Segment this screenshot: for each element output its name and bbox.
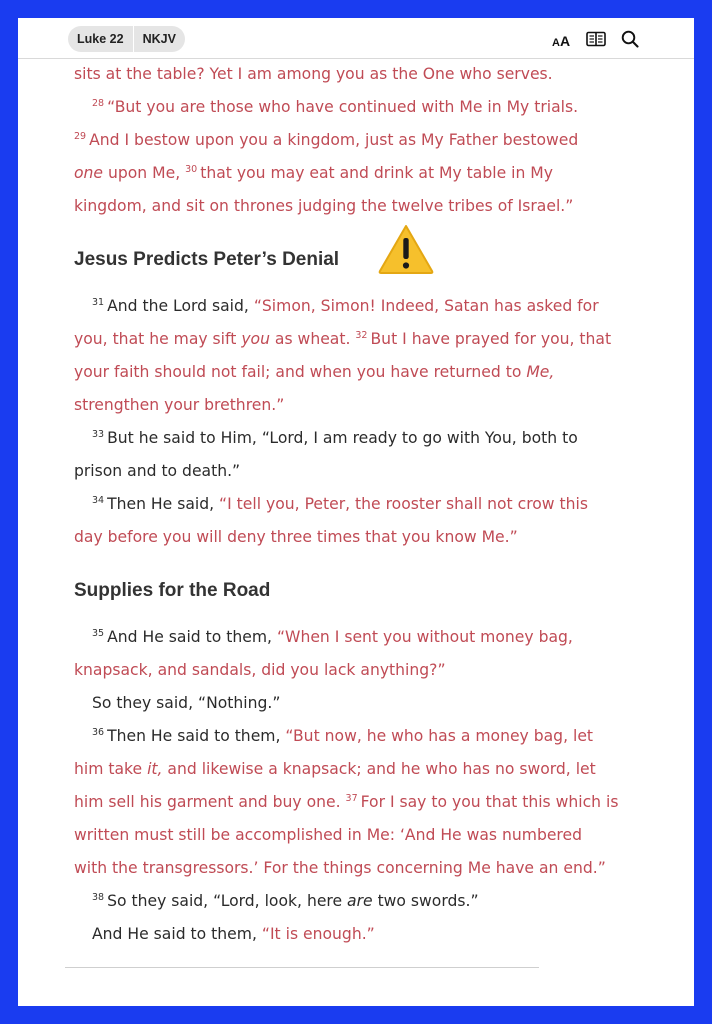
- verse-number: 33: [92, 429, 105, 440]
- text-line: [74, 190, 573, 223]
- verse-30: [74, 157, 553, 190]
- reader-page: [18, 18, 694, 1006]
- verse-text: that you may eat and drink at My table in My: [200, 164, 553, 182]
- verse-29: [74, 124, 578, 157]
- text-size-small-a: A: [552, 37, 560, 49]
- text-line: [74, 455, 240, 488]
- words-of-jesus: “Simon, Simon! Indeed, Satan has asked for: [253, 297, 599, 315]
- verse-32: [74, 323, 611, 356]
- italic-word: it,: [147, 760, 163, 778]
- italic-word: are: [347, 892, 373, 910]
- text-line: [74, 753, 596, 786]
- verse-number: 35: [92, 628, 105, 639]
- divider: [65, 967, 539, 968]
- text-line: [74, 58, 553, 91]
- verse-text: strengthen your brethren.”: [74, 396, 285, 414]
- search-icon[interactable]: [621, 30, 639, 52]
- top-bar: [18, 18, 694, 59]
- italic-word: Me,: [526, 363, 555, 381]
- verse-text: And the Lord said,: [107, 297, 254, 315]
- verse-text: So they said, “Lord, look, here: [107, 892, 348, 910]
- verse-text: and likewise a knapsack; and he who has no sword, let: [162, 760, 596, 778]
- verse-text: Then He said to them,: [107, 727, 286, 745]
- text-line: [74, 654, 446, 687]
- verse-text: him sell his garment and buy one.: [74, 793, 346, 811]
- verse-text: two swords.”: [372, 892, 479, 910]
- text-size-large-a: A: [559, 33, 571, 49]
- verse-text: your faith should not fail; and when you have returned to: [74, 363, 527, 381]
- verse-text: him take: [74, 760, 148, 778]
- verse-34: [92, 488, 588, 521]
- verse-text: sits at the table? Yet I am among you as the One who serves.: [74, 65, 553, 83]
- verse-number: 31: [92, 297, 105, 308]
- verse-38: [92, 885, 479, 918]
- verse-text: And He said to them,: [92, 925, 262, 943]
- verse-text: written must still be accomplished in Me: ‘And He was numbered: [74, 826, 582, 844]
- verse-text: kingdom, and sit on thrones judging the twelve tribes of Israel.”: [74, 197, 574, 215]
- verse-number: 36: [92, 727, 105, 738]
- verse-number: 38: [92, 892, 105, 903]
- verse-number: 37: [345, 793, 358, 804]
- words-of-jesus: “I tell you, Peter, the rooster shall not crow this: [219, 495, 588, 513]
- verse-text: And He said to them,: [107, 628, 277, 646]
- text-line: [74, 819, 582, 852]
- verse-37: [74, 786, 618, 819]
- italic-word: you: [241, 330, 270, 348]
- text-line: [74, 852, 606, 885]
- book-chapter-button[interactable]: Luke 22: [77, 32, 124, 46]
- verse-text: prison and to death.”: [74, 462, 241, 480]
- verse-text: Then He said,: [107, 495, 220, 513]
- verse-text: as wheat.: [269, 330, 356, 348]
- text-line: [92, 918, 375, 951]
- verse-number: 34: [92, 495, 105, 506]
- section-heading: Jesus Predicts Peter’s Denial: [74, 249, 340, 270]
- words-of-jesus: “When I sent you without money bag,: [276, 628, 573, 646]
- text-line: [92, 687, 280, 720]
- translation-button[interactable]: NKJV: [142, 32, 176, 46]
- verse-number: 32: [355, 330, 368, 341]
- verse-33: [92, 422, 578, 455]
- verse-text: with the transgressors.’ For the things concerning Me have an end.”: [74, 859, 606, 877]
- verse-35: [92, 621, 573, 654]
- section-heading: Supplies for the Road: [74, 580, 271, 601]
- verse-28: [92, 91, 578, 124]
- italic-word: one: [74, 164, 104, 182]
- verse-number: 29: [74, 131, 87, 142]
- verse-text: day before you will deny three times that you know Me.”: [74, 528, 518, 546]
- verse-number: 28: [92, 98, 105, 109]
- verse-text: you, that he may sift: [74, 330, 242, 348]
- verse-text: So they said, “Nothing.”: [92, 694, 281, 712]
- text-line: [74, 356, 554, 389]
- verse-text: But I have prayed for you, that: [370, 330, 612, 348]
- verse-36: [92, 720, 593, 753]
- words-of-jesus: “It is enough.”: [261, 925, 375, 943]
- verse-number: 30: [185, 164, 198, 175]
- verse-text: And I bestow upon you a kingdom, just as My Father bestowed: [89, 131, 579, 149]
- warning-icon: [377, 223, 435, 279]
- book-icon[interactable]: [586, 31, 606, 51]
- passage-selector[interactable]: [68, 26, 185, 52]
- verse-text: But he said to Him, “Lord, I am ready to go with You, both to: [107, 429, 578, 447]
- verse-text: For I say to you that this which is: [360, 793, 619, 811]
- verse-31: [92, 290, 599, 323]
- text-line: [74, 389, 284, 422]
- verse-text: “But you are those who have continued with Me in My trials.: [107, 98, 579, 116]
- verse-text: knapsack, and sandals, did you lack anything?”: [74, 661, 446, 679]
- text-line: [74, 521, 518, 554]
- verse-text: upon Me,: [103, 164, 186, 182]
- words-of-jesus: “But now, he who has a money bag, let: [285, 727, 594, 745]
- text-size-icon[interactable]: [552, 33, 570, 51]
